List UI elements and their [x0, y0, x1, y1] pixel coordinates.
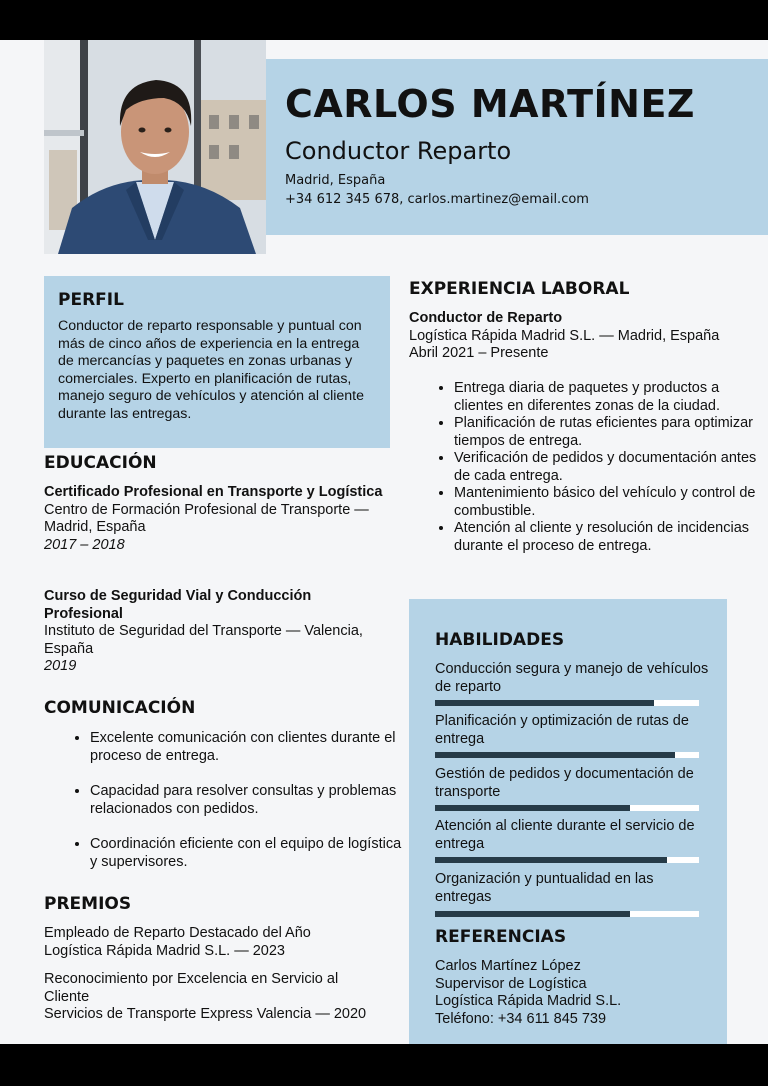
education-years: 2017 – 2018: [44, 536, 125, 553]
references-heading: REFERENCIAS: [435, 927, 567, 947]
reference-role: Supervisor de Logística: [435, 975, 587, 992]
award-item: [44, 925, 374, 960]
award-name: Empleado de Reparto Destacado del Año: [44, 925, 311, 941]
skill-bar-fill: [435, 805, 630, 811]
skill-bar: [435, 857, 699, 863]
profile-photo-illustration: [44, 40, 266, 254]
reference-phone: Teléfono: +34 611 845 739: [435, 1010, 607, 1027]
skill-label: Gestión de pedidos y documentación de transporte: [435, 766, 694, 800]
reference-company: Logística Rápida Madrid S.L.: [435, 993, 622, 1009]
award-item: [44, 971, 374, 1024]
education-item: [44, 484, 389, 554]
education-school: Centro de Formación Profesional de Transporte — Madrid, España: [44, 501, 369, 535]
education-heading: EDUCACIÓN: [44, 453, 157, 473]
contact-info: +34 612 345 678, carlos.martinez@email.com: [285, 192, 589, 207]
skill-bar: [435, 700, 699, 706]
education-item: [44, 588, 389, 676]
education-degree: Curso de Seguridad Vial y Conducción Profesional: [44, 588, 312, 622]
experience-duties: [430, 380, 759, 555]
award-name: Reconocimiento por Excelencia en Servicio al Cliente: [44, 971, 339, 1005]
skill-bar-fill: [435, 752, 675, 758]
education-years: 2019: [44, 658, 77, 674]
skill-bar: [435, 752, 699, 758]
experience-company: Logística Rápida Madrid S.L. — Madrid, España: [409, 327, 720, 344]
profile-heading: PERFIL: [58, 290, 124, 310]
experience-entry: [409, 310, 729, 363]
education-degree: Certificado Profesional en Transporte y Logística: [44, 484, 383, 500]
communication-list: [66, 730, 410, 889]
experience-heading: EXPERIENCIA LABORAL: [409, 279, 630, 299]
skill-bar: [435, 911, 699, 917]
candidate-name: CARLOS MARTÍNEZ: [285, 82, 695, 126]
skills-heading: HABILIDADES: [435, 630, 565, 650]
profile-text: Conductor de reparto responsable y puntual con más de cinco años de experiencia en la entrega de mercancías y paquetes en zonas urbanas y comerciales. Experto en planificación de rutas, manejo seguro de vehículos y atención al cliente durante las entregas.: [58, 318, 365, 422]
skill-bar-fill: [435, 857, 667, 863]
location: Madrid, España: [285, 173, 386, 188]
job-title: Conductor Reparto: [285, 137, 512, 165]
communication-heading: COMUNICACIÓN: [44, 698, 196, 718]
resume-page: [0, 40, 768, 1044]
reference-name: Carlos Martínez López: [435, 958, 581, 974]
experience-role: Conductor de Reparto: [409, 310, 563, 326]
profile-photo: [44, 40, 266, 254]
skill-label: Organización y puntualidad en las entregas: [435, 871, 654, 905]
skill-label: Atención al cliente durante el servicio de entrega: [435, 818, 695, 852]
list-item: • Capacidad para resolver consultas y problemas relacionados con pedidos.: [90, 783, 410, 818]
award-org: Servicios de Transporte Express Valencia — 2020: [44, 1006, 367, 1022]
list-item: • Atención al cliente y resolución de incidencias durante el proceso de entrega.: [454, 520, 759, 555]
list-item: • Excelente comunicación con clientes durante el proceso de entrega.: [90, 730, 410, 765]
award-org: Logística Rápida Madrid S.L. — 2023: [44, 942, 285, 959]
list-item: • Entrega diaria de paquetes y productos a clientes en diferentes zonas de la ciudad.: [454, 380, 759, 415]
skill-label: Planificación y optimización de rutas de entrega: [435, 713, 689, 747]
reference-entry: [435, 958, 715, 1028]
list-item: • Planificación de rutas eficientes para optimizar tiempos de entrega.: [454, 415, 759, 450]
skill-bar-fill: [435, 911, 630, 917]
list-item: • Mantenimiento básico del vehículo y control de combustible.: [454, 485, 759, 520]
skill-bar-fill: [435, 700, 654, 706]
education-school: Instituto de Seguridad del Transporte — Valencia, España: [44, 623, 363, 657]
skill-label: Conducción segura y manejo de vehículos de reparto: [435, 661, 709, 695]
list-item: • Verificación de pedidos y documentación antes de cada entrega.: [454, 450, 759, 485]
experience-dates: Abril 2021 – Presente: [409, 345, 549, 361]
awards-heading: PREMIOS: [44, 894, 132, 914]
skill-bar: [435, 805, 699, 811]
list-item: • Coordinación eficiente con el equipo de logística y supervisores.: [90, 836, 410, 871]
